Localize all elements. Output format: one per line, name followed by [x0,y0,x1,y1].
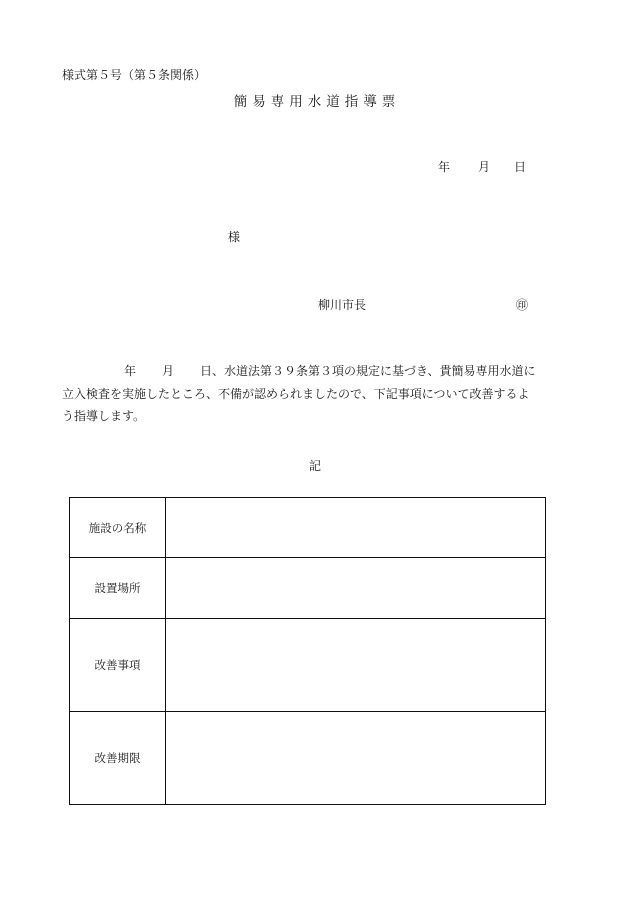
improvement-items-label: 改善事項 [70,619,166,712]
location-label: 設置場所 [70,558,166,619]
addressee-honorific: 様 [228,230,241,244]
improvement-deadline-field[interactable] [166,712,546,805]
table-row [70,498,546,558]
date-day-label: 日 [514,160,527,174]
body-line-3: う指導します。 [62,409,146,423]
issuer-name: 柳川市長 [318,298,367,312]
body-line-1-text: 日、水道法第３９条第３項の規定に基づき、貴簡易専用水道に [200,364,536,378]
body-paragraph [62,360,568,428]
body-month-label: 月 [162,364,175,378]
body-line-2: 立入検査を実施したところ、不備が認められましたので、下記事項について改善するよ [62,386,530,401]
improvement-items-field[interactable] [166,619,546,712]
body-year-label: 年 [124,364,137,378]
location-field[interactable] [166,558,546,619]
seal-mark: ㊞ [516,298,529,312]
body-line-1 [62,360,568,383]
facility-name-label: 施設の名称 [70,498,166,558]
note-heading: 記 [308,459,321,473]
facility-name-field[interactable] [166,498,546,558]
table-row [70,619,546,712]
date-year-label: 年 [438,160,451,174]
table-row [70,712,546,805]
table-row [70,558,546,619]
date-month-label: 月 [478,160,491,174]
guidance-table [69,497,546,805]
improvement-deadline-label: 改善期限 [70,712,166,805]
form-number: 様式第５号（第５条関係） [62,68,207,82]
document-title: 簡易専用水道指導票 [233,94,401,110]
